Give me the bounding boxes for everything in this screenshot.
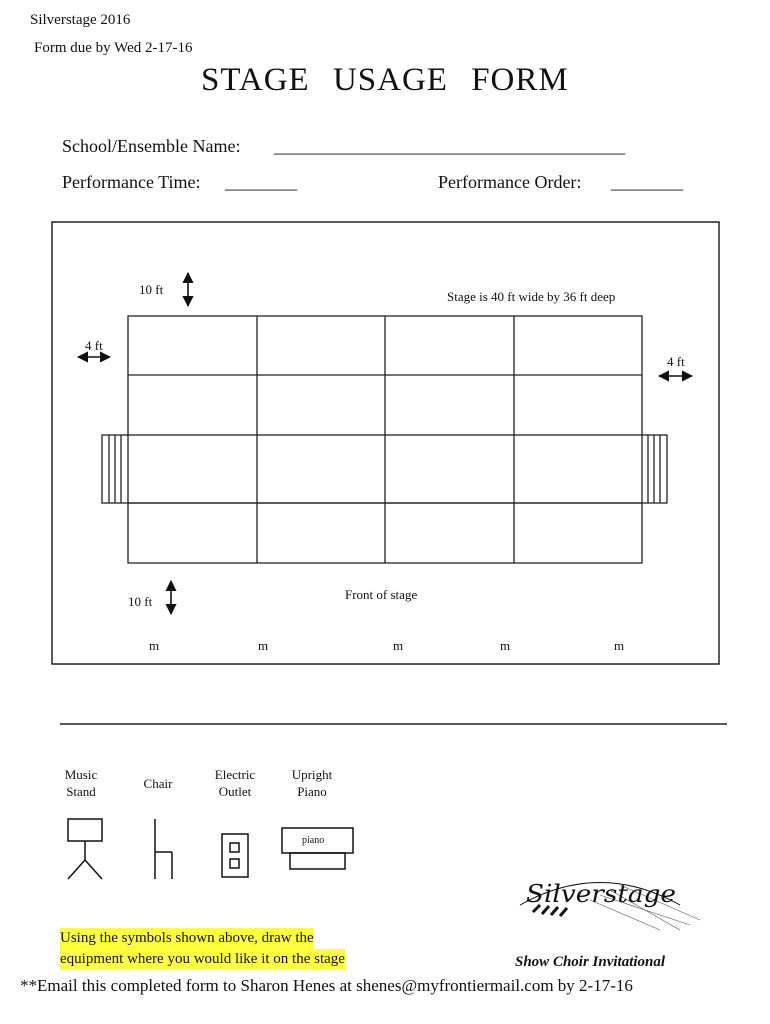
stage-grid [102,316,667,563]
event-name: Silverstage 2016 [30,12,131,28]
svg-text:Silverstage: Silverstage [526,880,676,908]
music-stand-icon [68,819,102,879]
performance-time-label: Performance Time: [62,172,201,192]
outlet-icon [222,834,248,877]
left-side-label: 4 ft [85,338,103,353]
page-title: STAGE USAGE FORM [201,62,569,98]
mic-position-3[interactable]: m [393,638,404,653]
piano-icon-text: piano [302,835,325,846]
instructions-line-2: equipment where you would like it on the stage [60,949,345,970]
left-wing-steps [109,435,121,503]
performance-time-field[interactable]: ________ [225,172,297,192]
performance-order-label: Performance Order: [438,172,582,192]
school-label: School/Ensemble Name: [62,136,241,156]
instructions-line-1: Using the symbols shown above, draw the [60,928,314,949]
mic-position-5[interactable]: m [614,638,625,653]
legend-piano-label: Upright Piano [291,767,333,799]
front-of-stage-label: Front of stage [345,587,418,602]
footer-email-note: **Email this completed form to Sharon Henes at shenes@myfrontiermail.com by 2-17-16 [20,976,633,995]
legend-chair-label: Chair [143,776,173,791]
mic-position-4[interactable]: m [500,638,511,653]
mic-position-2[interactable]: m [258,638,269,653]
stage-size-note: Stage is 40 ft wide by 36 ft deep [447,289,616,304]
school-field[interactable]: _______________________________________ [274,136,625,156]
legend-outlet-label: Electric Outlet [214,767,256,799]
legend-music-stand-label: Music Stand [64,767,98,799]
due-date: Form due by Wed 2-17-16 [34,40,193,56]
front-depth-label: 10 ft [128,594,153,609]
right-side-label: 4 ft [667,354,685,369]
top-depth-label: 10 ft [139,282,164,297]
mic-position-1[interactable]: m [149,638,160,653]
silverstage-logo [520,880,700,930]
right-wing-steps [648,435,660,503]
chair-icon [155,819,172,879]
logo-tagline: Show Choir Invitational [515,954,666,970]
performance-order-field[interactable]: ________ [611,172,683,192]
